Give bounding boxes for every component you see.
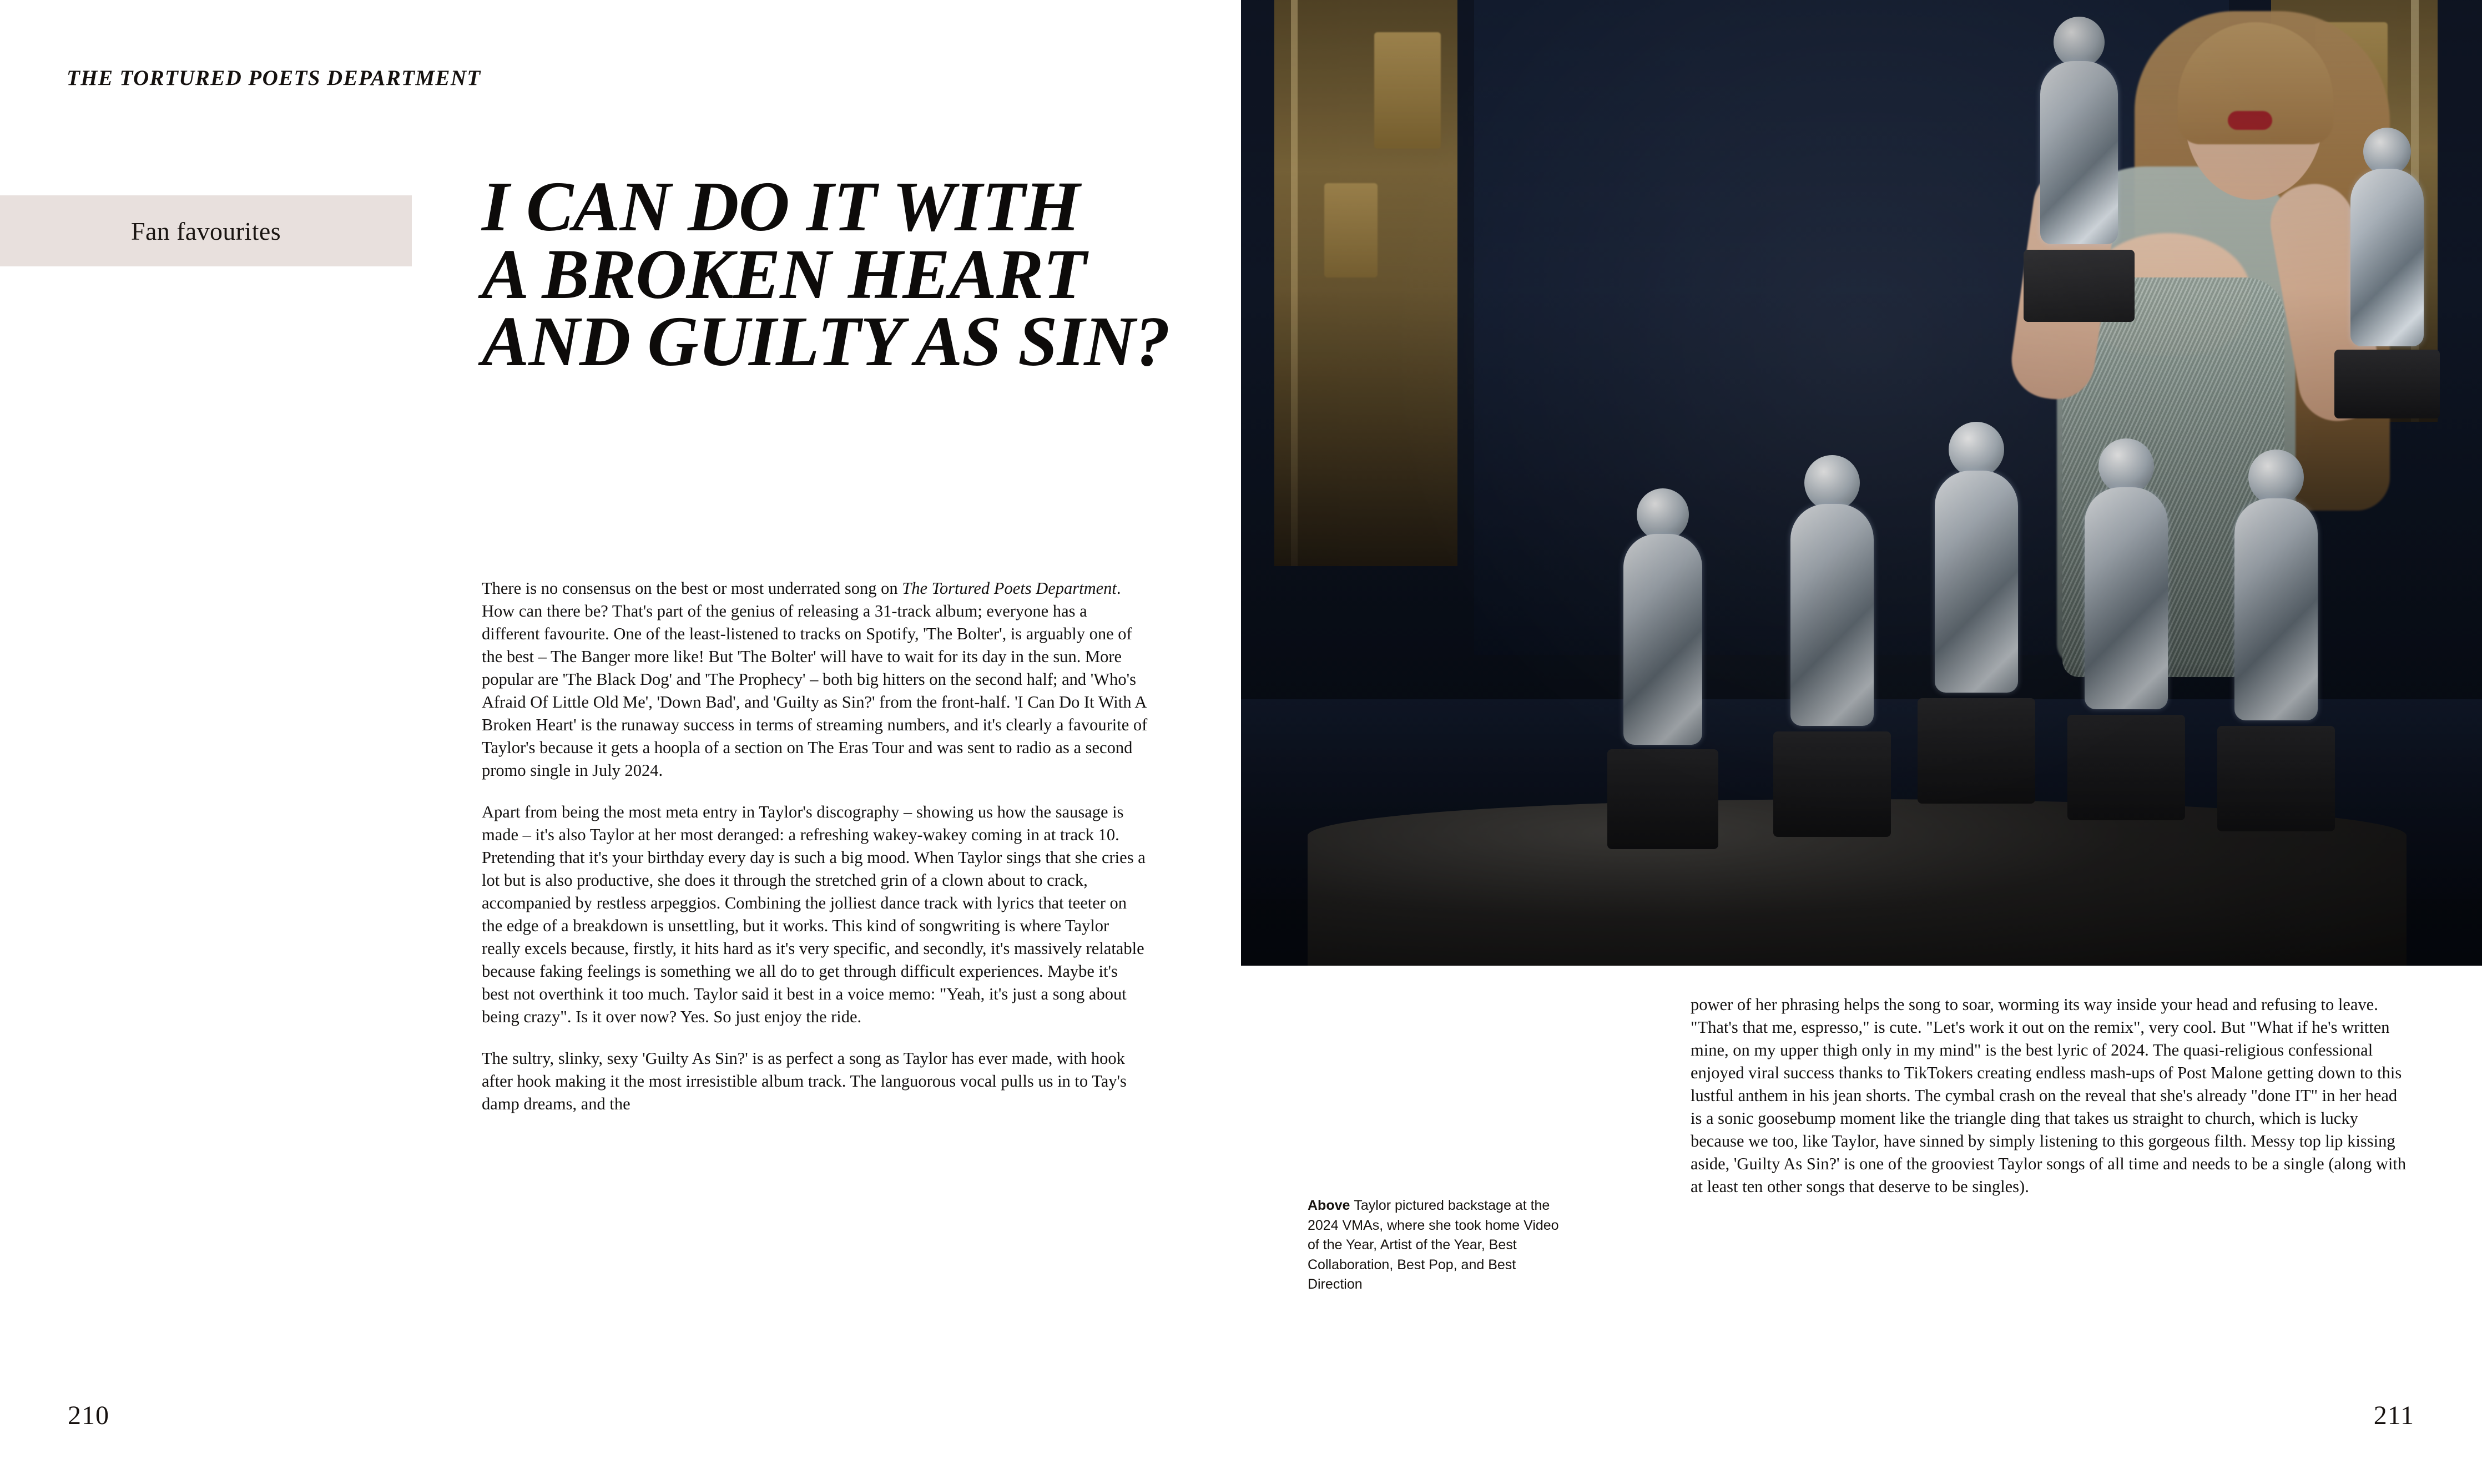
photo-wall-light: [1374, 32, 1441, 149]
photo-taylor-vmas: [1241, 0, 2482, 966]
photo-wall-light: [1324, 183, 1378, 277]
trophy-moonman: [1596, 488, 1729, 888]
page-title: [482, 167, 1214, 381]
running-head: THE TORTURED POETS DEPARTMENT: [67, 66, 481, 90]
headline-line-1: I CAN DO IT WITH: [482, 167, 1079, 246]
section-tag-label: Fan favourites: [130, 216, 281, 245]
trophy-moonman: [1907, 422, 2046, 844]
paragraph: Apart from being the most meta entry in Taylor's discography – showing us how the sausage is made – it's also Taylor at her most deranged: a refreshing wakey-wakey coming in at track 10. Pretending that it's your birthday every day is such a big mood. When Taylor sings that she cries a lot but is also productive, she does it through the stretched grin of a clown about to crack, accompanied by restless arpeggios. Combining the jolliest dance track with lyrics that teeter on the edge of a breakdown is unsettling, but it works. This kind of songwriting is where Taylor really excels because, firstly, it hits hard as it's very specific, and secondly, it's massively relatable because faking feelings is something we all do to get through difficult experiences. Maybe it's best not overthink it too much. Taylor said it best in a voice memo: "Yeah, it's just a song about being crazy". Is it over now? Yes. So just enjoy the ride.: [482, 802, 1146, 1027]
page-number-left: 210: [68, 1401, 109, 1430]
album-title: The Tortured Poets Department: [902, 579, 1117, 598]
right-page: [1241, 0, 2482, 1484]
photo-caption-label: Above: [1308, 1198, 1354, 1213]
photo-caption: [1308, 1196, 1568, 1295]
paragraph: There is no consensus on the best or most underrated song on The Tortured Poets Department. How can there be? That's part of the genius of releasing a 31-track album; everyone has a different favourite. One of the least-listened to tracks on Spotify, 'The Bolter', is arguably one of the best – The Banger more like! But 'The Bolter' will have to wait for its day in the sun. More popular are 'The Black Dog' and 'The Prophecy' – both big hitters on the second half; and 'Who's Afraid Of Little Old Me', 'Down Bad', and 'Guilty as Sin?' from the front-half. 'I Can Do It With A Broken Heart' is the runaway success in terms of streaming numbers, and it's clearly a favourite of Taylor's because it gets a hoopla of a section on The Eras Tour and was sent to radio as a second promo single in July 2024.: [482, 579, 1148, 780]
left-body-column: [482, 577, 1148, 1115]
trophy-moonman: [2057, 438, 2196, 860]
trophy-moonman: [2007, 17, 2151, 361]
right-body-column: [1691, 993, 2407, 1198]
headline-line-3: AND GUILTY AS SIN?: [482, 302, 1170, 381]
section-tag: [0, 195, 412, 266]
paragraph: power of her phrasing helps the song to soar, worming its way inside your head and refusing to leave. "That's that me, espresso," is cute. "Let's work it out on the remix", very cool. But "What if he's written mine, on my upper thigh only in my mind" is the best lyric of 2024. The quasi-religious confessional enjoyed viral success thanks to TikTokers creating endless mash-ups of Post Malone getting down to this lustful anthem in his jean shorts. The cymbal crash on the reveal that she's already "done IT" in her head is a sonic goosebump moment like the triangle ding that takes us straight to church, which is lucky because we too, like Taylor, have sinned by simply listening to this gorgeous filth. Messy top lip kissing aside, 'Guilty As Sin?' is one of the grooviest Taylor songs of all time and needs to be a single (along with at least ten other songs that deserve to be singles).: [1691, 995, 2407, 1197]
trophy-moonman: [1763, 455, 1901, 877]
photo-caption-text: Taylor pictured backstage at the 2024 VMAs, where she took home Video of the Year, Artist of the Year, Best Collaboration, Best Pop, and Best Direction: [1308, 1198, 1559, 1292]
paragraph: The sultry, slinky, sexy 'Guilty As Sin?' is as perfect a song as Taylor has ever made, with hook after hook making it the most irresistible album track. The languorous vocal pulls us in to Tay's damp dreams, and the: [482, 1049, 1127, 1114]
photo-illustration: [1241, 0, 2482, 966]
trophy-moonman: [2207, 450, 2345, 871]
headline-line-2: A BROKEN HEART: [482, 234, 1086, 314]
trophy-moonman: [2318, 128, 2456, 461]
photo-figure-lips: [2228, 111, 2272, 130]
page-number-right: 211: [2373, 1401, 2414, 1430]
